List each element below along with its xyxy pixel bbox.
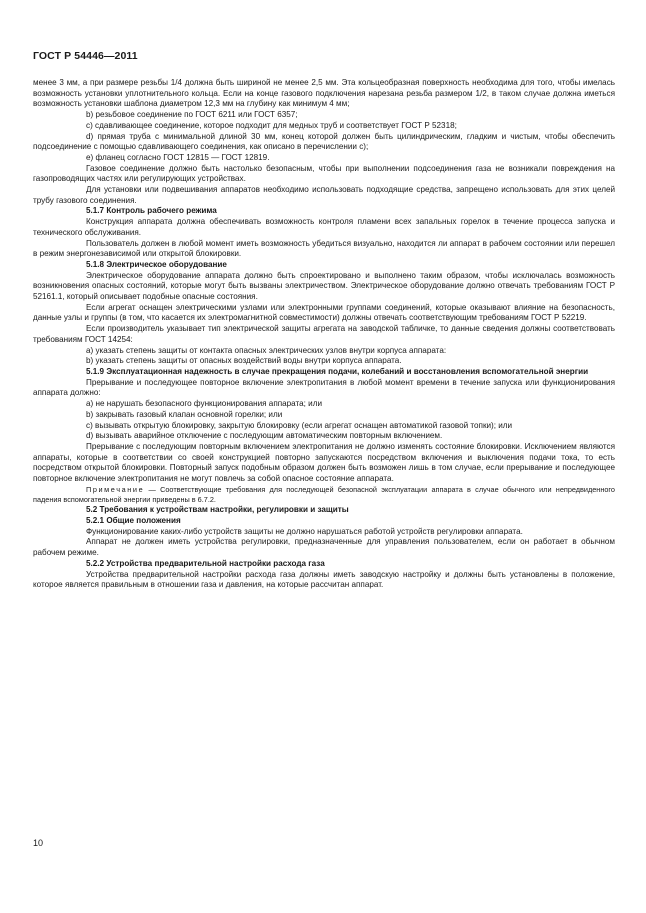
body-paragraph: Функционирование каких-либо устройств защиты не должно нарушаться работой устройств регулировки аппарата. (86, 526, 523, 536)
body-paragraph: d) вызывать аварийное отключение с последующим автоматическим повторным включением. (86, 431, 443, 441)
continuation-paragraph: менее 3 мм, а при размере резьбы 1/4 должна быть шириной не менее 2,5 мм. Эта кольцеобразная поверхность необходима для того, чтобы имелась возможность установки уплотнительного кольца. Если на конце газового подключения нарезана резьба размером 1/2, в таком случае должна иметься возможность установки шаблона диаметром 12,3 мм на глубину как минимум 4 мм; (33, 78, 615, 109)
body-paragraph: Аппарат не должен иметь устройства регулировки, предназначенные для управления пользователем, если он работает в обычном рабочем режиме. (33, 537, 615, 558)
body-paragraph: Газовое соединение должно быть настолько безопасным, чтобы при выполнении подсоединения газа не возникали повреждения на газопроводящих частях или регулирующих устройствах. (33, 163, 615, 184)
body-paragraph: Для установки или подвешивания аппаратов необходимо использовать подходящие средства, запрещено использовать для этих целей трубу газового соединения. (33, 185, 615, 205)
page-number: 10 (33, 838, 44, 848)
body-paragraph: Прерывание и последующее повторное включение электропитания в любой момент времени в течение запуска или функционирования аппарата должно: (33, 377, 615, 398)
section-heading: 5.1.8 Электрическое оборудование (86, 259, 227, 269)
body-paragraph: Если агрегат оснащен электрическими узлами или электронными группами соединений, которые оказывают влияние на безопасность, данные узлы и группы (в том, что касается их электромагнитной совместимости) должны отвечать соответствующим требованиям ГОСТ Р 52219. (33, 302, 615, 323)
body-paragraph: b) указать степень защиты от опасных воздействий воды внутри корпуса аппарата. (86, 356, 402, 366)
body-paragraph: Пользователь должен в любой момент иметь возможность убедиться визуально, находится ли аппарат в рабочем состоянии или перешел в режим энергонезависимой или открытой блокировки. (33, 238, 615, 259)
note-text: — Соответствующие требования для последующей безопасной эксплуатации аппарата в случае обычного или непредвиденного падения вспомогательной энергии приведены в 6.7.2. (33, 484, 615, 505)
body-paragraph: а) не нарушать безопасного функционирования аппарата; или (86, 399, 322, 409)
body-paragraph: d) прямая труба с минимальной длиной 30 мм, конец которой должен быть цилиндрическим, гладким и чистым, чтобы обеспечить подсоединение с помощью сдавливающего соединения, как описано в перечислении c); (33, 131, 615, 152)
document-body (33, 78, 615, 591)
note-label: Примечание (86, 484, 145, 494)
body-paragraph: Конструкция аппарата должна обеспечивать возможность контроля пламени всех запальных горелок в течение процесса запуска и технического обслуживания. (33, 217, 615, 237)
body-paragraph: e) фланец согласно ГОСТ 12815 — ГОСТ 12819. (86, 152, 270, 162)
document-header: ГОСТ Р 54446—2011 (33, 50, 138, 62)
body-paragraph: Электрическое оборудование аппарата должно быть спроектировано и выполнено таким образом, чтобы исключалась возможность возникновения опасных состояний, которые могут быть вызваны электричеством. Электрическое оборудование должно отвечать требованиям ГОСТ Р 52161.1, который описывает подобные опасные состояния. (33, 270, 615, 302)
body-paragraph: Устройства предварительной настройки расхода газа должны иметь заводскую настройку и должны быть установлены в положение, которое является правильным в отношении газа и давления, на которые рассчитан аппарат. (33, 569, 615, 590)
section-heading: 5.2.1 Общие положения (86, 516, 181, 526)
body-paragraph: Прерывание с последующим повторным включением электропитания не должно изменять состояние блокировки. Исключением являются аппараты, которые в соответствии со своей конструкцией повторно запускаются посредством включения и выключения подачи тока, то есть посредством открытой блокировки. Повторный запуск подобным образом должен быть возможен лишь в том случае, если прерывание и последующее повторное включение электропитания не могут повлечь за собой опасное состояние аппарата. (33, 441, 615, 484)
section-heading: 5.2.2 Устройства предварительной настройки расхода газа (86, 558, 325, 568)
section-heading: 5.1.7 Контроль рабочего режима (86, 206, 217, 216)
body-paragraph: c) вызывать открытую блокировку, закрытую блокировку (если агрегат оснащен автоматикой газовой топки); или (86, 420, 513, 430)
section-heading: 5.1.9 Эксплуатационная надежность в случае прекращения подачи, колебаний и восстановления вспомогательной энергии (86, 366, 589, 376)
body-paragraph: Если производитель указывает тип электрической защиты агрегата на заводской табличке, то данные сведения должны соответствовать требованиям ГОСТ 14254: (33, 324, 615, 344)
body-paragraph: b) закрывать газовый клапан основной горелки; или (86, 409, 283, 419)
body-paragraph: c) сдавливающее соединение, которое подходит для медных труб и соответствует ГОСТ Р 52318; (86, 120, 457, 130)
body-paragraph: b) резьбовое соединение по ГОСТ 6211 или ГОСТ 6357; (86, 110, 298, 120)
note-paragraph (33, 485, 615, 506)
section-heading: 5.2 Требования к устройствам настройки, регулировки и защиты (86, 505, 349, 515)
body-paragraph: а) указать степень защиты от контакта опасных электрических узлов внутри корпуса аппарата: (86, 345, 447, 355)
